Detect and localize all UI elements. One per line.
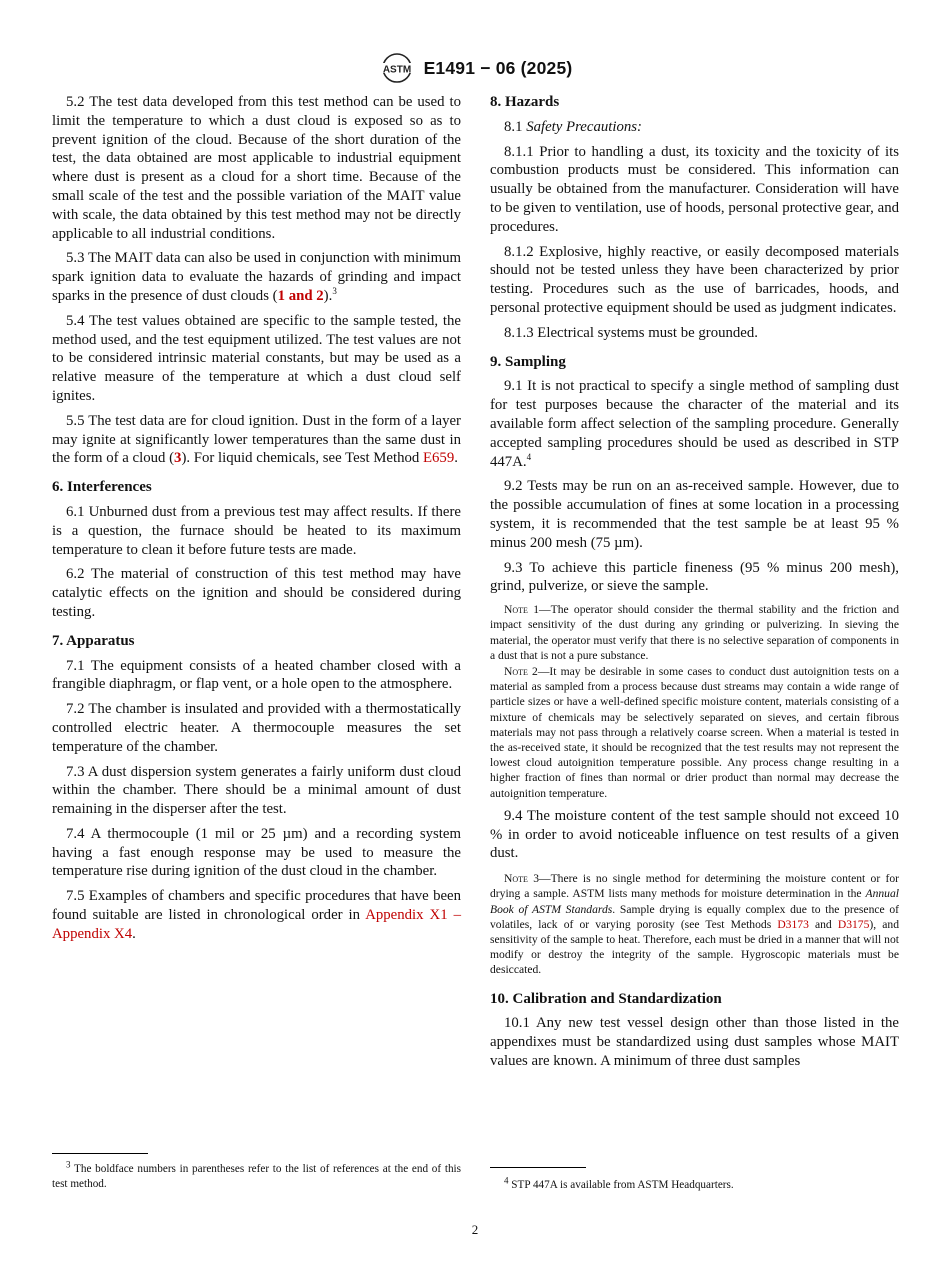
- paragraph-9-4: 9.4 The moisture content of the test sample should not exceed 10 % in order to avoid noticeable influence on test results of a given dust.: [490, 807, 899, 862]
- d3173-link[interactable]: D3173: [777, 917, 809, 931]
- paragraph-9-3: 9.3 To achieve this particle fineness (95 % minus 200 mesh), grind, pulverize, or sieve the sample.: [490, 559, 899, 595]
- page-number: 2: [471, 1222, 479, 1237]
- paragraph-5-4: 5.4 The test values obtained are specific to the sample tested, the method used, and the test equipment utilized. The test values are not to be considered intrinsic material constants, but may be used as a relative measure of the temperature at which a dust cloud self ignites.: [52, 312, 461, 404]
- paragraph-7-3: 7.3 A dust dispersion system generates a fairly uniform dust cloud within the chamber. There should be a minimal amount of dust remaining in the disperser after the test.: [52, 763, 461, 818]
- paragraph-5-5: 5.5 The test data are for cloud ignition. Dust in the form of a layer may ignite at significantly lower temperatures than the same dust in the form of a cloud (3). For liquid chemicals, see Test Method E659.: [52, 412, 461, 467]
- paragraph-10-1: 10.1 Any new test vessel design other than those listed in the appendixes must be standardized using dust samples whose MAIT values are known. A minimum of three dust samples: [490, 1015, 899, 1069]
- paragraph-9-2: 9.2 Tests may be run on an as-received sample. However, due to the possible accumulation of fines at some location in a processing system, it is recommended that the test sample be at least 95 % minus 200 mesh (75 µm).: [490, 478, 899, 551]
- right-column: [490, 93, 899, 1077]
- e659-link[interactable]: E659: [423, 450, 455, 467]
- section-heading-sampling: 9. Sampling: [490, 353, 566, 370]
- section-heading-hazards: 8. Hazards: [490, 94, 560, 110]
- appendix-link[interactable]: Appendix X1 – Appendix X4: [52, 907, 461, 942]
- note-3: Note 3—There is no single method for determining the moisture content or for drying a sample. ASTM lists many methods for moisture determination in the Annual Book of ASTM Standards. Sample drying is equally complex due to the presence of volatiles, lack of or varying porosity (see Test Methods D3173 and D3175), and sensitivity of the sample to heat. Therefore, each must be dried in a manner that will not modify or destroy the integrity of the sample. Hygroscopic materials must be desiccated.: [490, 872, 900, 977]
- paragraph-7-1: 7.1 The equipment consists of a heated chamber closed with a frangible diaphragm, or flap vent, or a hole open to the atmosphere.: [52, 657, 461, 693]
- paragraph-8-1-3: 8.1.3 Electrical systems must be grounded.: [504, 324, 758, 341]
- section-heading-calibration: 10. Calibration and Standardization: [490, 990, 722, 1007]
- reference-link-1-2[interactable]: 1 and 2: [277, 287, 324, 304]
- paragraph-6-2: 6.2 The material of construction of this test method may have catalytic effects on the ignition and should be considered during testing.: [52, 566, 461, 620]
- paragraph-7-5: 7.5 Examples of chambers and specific procedures that have been found suitable are listed in chronological order in Appendix X1 – Appendix X4.: [52, 888, 461, 942]
- section-heading-interferences: 6. Interferences: [52, 479, 152, 496]
- svg-text:ASTM: ASTM: [382, 64, 411, 76]
- paragraph-5-3: 5.3 The MAIT data can also be used in conjunction with minimum spark ignition data to evaluate the hazards of grinding and impact sparks in the presence of dust clouds (1 and 2).$^3$: [52, 250, 461, 304]
- section-heading-apparatus: 7. Apparatus: [52, 632, 135, 649]
- paragraph-8-1-1: 8.1.1 Prior to handling a dust, its toxicity and the toxicity of its combustion products must be considered. This information can usually be obtained from the manufacturer. Consideration will have to be given to ventilation, use of hoods, personal protective gear, and procedures.: [490, 143, 899, 235]
- paragraph-6-1: 6.1 Unburned dust from a previous test may affect results. If there is a question, the furnace should be heated to its maximum temperature to clean it before future tests are made.: [52, 503, 461, 558]
- footnote-marker-3[interactable]: 3: [332, 286, 337, 297]
- paragraph-8-1-2: 8.1.2 Explosive, highly reactive, or easily decomposed materials should not be tested unless they have been characterized by prior testing. Procedures such as the use of barricades, hoods, and personal protective equipment should be used as judgment indicates.: [490, 243, 899, 316]
- reference-link-3[interactable]: 3: [174, 450, 182, 467]
- note-1: Note 1—The operator should consider the thermal stability and the friction and impact sensitivity of the dust during any grinding or pulverizing. In sieving the material, the operator must verify that there is no selective separation of components in a dust that is not a pure substance.: [490, 603, 900, 662]
- note-2: Note 2—It may be desirable in some cases to conduct dust autoignition tests on a material as sampled from a process because dust streams may contain a wide range of particle sizes or have a well-defined specific moisture content, materials consisting of a mixture of chemicals may be selectively separated on sieves, and certain fibrous materials may not pass through a relatively coarse screen. When a material is tested in the as-received state, it should be recognized that the test results may not represent the lowest cloud autoignition temperature possible. Any process change resulting in a higher fraction of fines than normal or drier product than normal may decrease the autoignition temperature.: [490, 664, 899, 800]
- paragraph-7-4: 7.4 A thermocouple (1 mil or 25 µm) and a recording system having a fast enough response may be used to measure the temperature rise during ignition of the dust cloud in the chamber.: [52, 825, 461, 880]
- left-column: [52, 93, 461, 950]
- paragraph-5-2: 5.2 The test data developed from this test method can be used to limit the temperature to which a dust cloud is exposed so as to prevent ignition of the cloud. Because of the short duration of the test, the data obtained are most applicable to industrial equipment where dust is present as a cloud for a short time. Because of the small scale of the test and the possible variation of the MAIT value with scale, the data obtained by this test method may not be directly applicable to all industrial conditions.: [52, 94, 461, 242]
- astm-logo-icon: [378, 52, 416, 84]
- d3175-link[interactable]: D3175: [837, 917, 870, 931]
- paragraph-7-2: 7.2 The chamber is insulated and provided with a thermostatically controlled electric heater. A thermocouple measures the set temperature of the chamber.: [52, 701, 461, 755]
- paragraph-8-1: 8.1 Safety Precautions:: [504, 118, 642, 135]
- footnote-divider-right: [490, 1167, 586, 1168]
- footnote-divider-left: [52, 1153, 148, 1154]
- footnote-3: $^3$ The boldface numbers in parentheses refer to the list of references at the end of this test method.: [52, 1159, 461, 1190]
- footnote-marker-4[interactable]: 4: [526, 451, 532, 462]
- document-designation: E1491 − 06 (2025): [423, 57, 573, 78]
- paragraph-9-1: 9.1 It is not practical to specify a single method of sampling dust for test purposes because the character of the material and its available form affect selection of the sampling procedure. Generally accepted sampling procedures should be used as described in STP 447A.$^4$: [490, 378, 899, 470]
- footnote-4: $^4$ STP 447A is available from ASTM Headquarters.: [504, 1175, 734, 1191]
- page-header: [0, 52, 950, 84]
